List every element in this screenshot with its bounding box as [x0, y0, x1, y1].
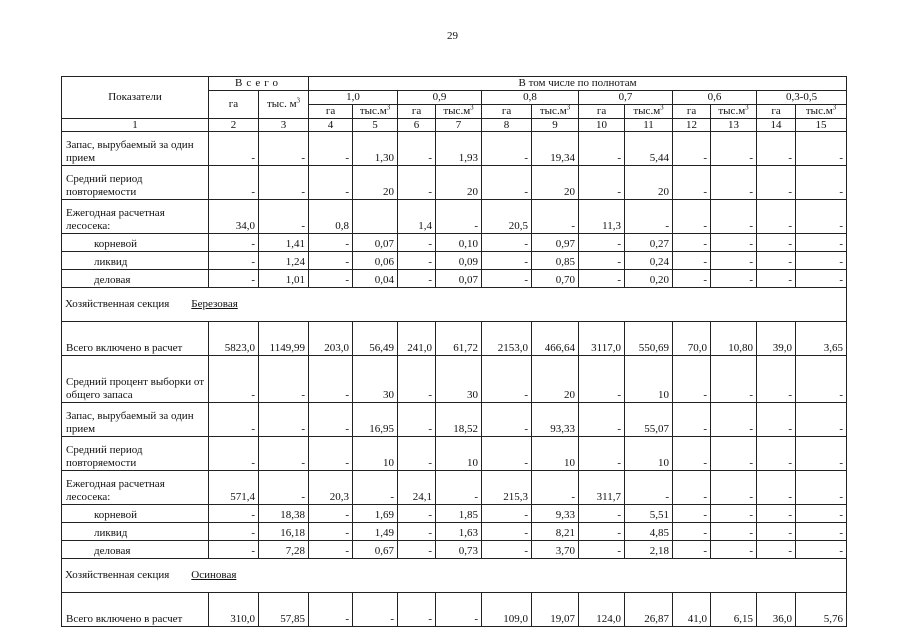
table-row — [62, 403, 847, 437]
value-cell: 1,85 — [436, 505, 482, 523]
header-unit-ha: га — [398, 105, 436, 119]
value-cell: 5823,0 — [209, 322, 259, 356]
table-row — [62, 356, 847, 403]
value-cell: 0,24 — [625, 252, 673, 270]
value-cell: 0,07 — [436, 270, 482, 288]
value-cell: 1,49 — [353, 523, 398, 541]
value-cell: 34,0 — [209, 200, 259, 234]
value-cell: 5,51 — [625, 505, 673, 523]
value-cell: - — [398, 252, 436, 270]
value-cell: 0,97 — [532, 234, 579, 252]
value-cell: 0,09 — [436, 252, 482, 270]
value-cell: - — [398, 270, 436, 288]
value-cell: - — [398, 505, 436, 523]
value-cell: - — [711, 541, 757, 559]
value-cell: 9,33 — [532, 505, 579, 523]
value-cell: 20 — [532, 166, 579, 200]
value-cell: 0,27 — [625, 234, 673, 252]
value-cell: - — [757, 166, 796, 200]
value-cell: - — [796, 505, 847, 523]
value-cell: - — [209, 437, 259, 471]
header-group-0-8: 0,8 — [482, 91, 579, 105]
value-cell: - — [482, 356, 532, 403]
value-cell: - — [482, 270, 532, 288]
value-cell: 20,3 — [309, 471, 353, 505]
value-cell: - — [711, 270, 757, 288]
value-cell: - — [673, 505, 711, 523]
row-label: Средний период повторяемости — [62, 437, 209, 471]
header-total-volume: тыс. $м^3$ — [259, 91, 309, 119]
value-cell: - — [482, 505, 532, 523]
column-number: 13 — [711, 119, 757, 132]
column-number: 8 — [482, 119, 532, 132]
value-cell: 215,3 — [482, 471, 532, 505]
value-cell: - — [757, 505, 796, 523]
value-cell: - — [209, 541, 259, 559]
column-number: 15 — [796, 119, 847, 132]
section-label: Хозяйственная секция — [65, 569, 170, 581]
section-label: Хозяйственная секция — [65, 298, 170, 310]
section-name: Березовая — [191, 298, 238, 310]
header-group-0-3-0-5: 0,3-0,5 — [757, 91, 847, 105]
value-cell: - — [209, 252, 259, 270]
value-cell: 10,80 — [711, 322, 757, 356]
column-number: 1 — [62, 119, 209, 132]
value-cell: 310,0 — [209, 593, 259, 627]
value-cell: - — [673, 437, 711, 471]
value-cell: 20 — [625, 166, 673, 200]
value-cell: 0,20 — [625, 270, 673, 288]
value-cell: - — [259, 200, 309, 234]
value-cell: 30 — [436, 356, 482, 403]
column-number: 4 — [309, 119, 353, 132]
value-cell: - — [309, 403, 353, 437]
value-cell: - — [711, 356, 757, 403]
value-cell: - — [579, 403, 625, 437]
value-cell: - — [398, 523, 436, 541]
value-cell: - — [398, 166, 436, 200]
value-cell: 5,44 — [625, 132, 673, 166]
value-cell: - — [482, 252, 532, 270]
value-cell: 2153,0 — [482, 322, 532, 356]
value-cell: - — [673, 403, 711, 437]
value-cell: - — [757, 200, 796, 234]
header-unit-ha: га — [309, 105, 353, 119]
value-cell: 16,95 — [353, 403, 398, 437]
row-label: деловая — [62, 270, 209, 288]
value-cell: 36,0 — [757, 593, 796, 627]
value-cell: - — [711, 166, 757, 200]
value-cell: - — [711, 403, 757, 437]
value-cell: - — [711, 523, 757, 541]
value-cell: 24,1 — [398, 471, 436, 505]
header-unit-ha: га — [482, 105, 532, 119]
table-row — [62, 437, 847, 471]
column-number: 9 — [532, 119, 579, 132]
value-cell: 0,07 — [353, 234, 398, 252]
value-cell: - — [259, 356, 309, 403]
value-cell: - — [711, 437, 757, 471]
row-label: Ежегодная расчетная лесосека: — [62, 471, 209, 505]
value-cell: 5,76 — [796, 593, 847, 627]
value-cell: - — [259, 132, 309, 166]
value-cell: 1,41 — [259, 234, 309, 252]
value-cell: 10 — [625, 437, 673, 471]
value-cell: 30 — [353, 356, 398, 403]
value-cell: - — [757, 252, 796, 270]
value-cell: 56,49 — [353, 322, 398, 356]
value-cell: - — [796, 252, 847, 270]
value-cell: - — [579, 270, 625, 288]
value-cell: - — [673, 270, 711, 288]
value-cell: 19,34 — [532, 132, 579, 166]
row-label: деловая — [62, 541, 209, 559]
value-cell: 1,30 — [353, 132, 398, 166]
value-cell: - — [398, 437, 436, 471]
column-number: 12 — [673, 119, 711, 132]
table-row — [62, 593, 847, 627]
value-cell: 7,28 — [259, 541, 309, 559]
section-aspen — [62, 559, 847, 593]
value-cell: - — [398, 234, 436, 252]
forest-indicators-table — [61, 76, 847, 627]
column-number: 7 — [436, 119, 482, 132]
value-cell: - — [309, 252, 353, 270]
value-cell: - — [673, 252, 711, 270]
section-name: Осиновая — [191, 569, 237, 581]
row-label: Средний период повторяемости — [62, 166, 209, 200]
value-cell: - — [309, 593, 353, 627]
header-indicators: Показатели — [62, 77, 209, 119]
value-cell: 241,0 — [398, 322, 436, 356]
row-label: Запас, вырубаемый за один прием — [62, 403, 209, 437]
value-cell: - — [673, 523, 711, 541]
value-cell: - — [673, 234, 711, 252]
value-cell: - — [259, 403, 309, 437]
value-cell: - — [579, 523, 625, 541]
value-cell: - — [711, 505, 757, 523]
value-cell: 0,10 — [436, 234, 482, 252]
value-cell: - — [579, 505, 625, 523]
value-cell: 10 — [625, 356, 673, 403]
value-cell: - — [757, 132, 796, 166]
value-cell: - — [579, 356, 625, 403]
value-cell: - — [482, 132, 532, 166]
value-cell: 4,85 — [625, 523, 673, 541]
value-cell: - — [436, 593, 482, 627]
value-cell: - — [436, 471, 482, 505]
value-cell: 6,15 — [711, 593, 757, 627]
value-cell: - — [757, 356, 796, 403]
value-cell: 1,93 — [436, 132, 482, 166]
table-row — [62, 270, 847, 288]
table-row — [62, 541, 847, 559]
header-unit-volume: $тыс.м^3$ — [625, 105, 673, 119]
value-cell: - — [579, 437, 625, 471]
value-cell: 20 — [436, 166, 482, 200]
header-unit-volume: $тыс.м^3$ — [353, 105, 398, 119]
value-cell: 0,85 — [532, 252, 579, 270]
value-cell: - — [398, 403, 436, 437]
value-cell: - — [757, 523, 796, 541]
value-cell: 10 — [436, 437, 482, 471]
column-number: 5 — [353, 119, 398, 132]
table-row — [62, 200, 847, 234]
value-cell: - — [796, 403, 847, 437]
value-cell: 20,5 — [482, 200, 532, 234]
value-cell: 0,8 — [309, 200, 353, 234]
row-label: корневой — [62, 505, 209, 523]
section-birch — [62, 288, 847, 322]
column-number: 11 — [625, 119, 673, 132]
value-cell: 2,18 — [625, 541, 673, 559]
value-cell: - — [309, 234, 353, 252]
value-cell: 0,70 — [532, 270, 579, 288]
value-cell: - — [353, 593, 398, 627]
value-cell: - — [757, 437, 796, 471]
value-cell: 0,06 — [353, 252, 398, 270]
value-cell: - — [209, 132, 259, 166]
value-cell: 0,04 — [353, 270, 398, 288]
value-cell: - — [673, 132, 711, 166]
value-cell: - — [796, 471, 847, 505]
page-number: 29 — [447, 30, 458, 42]
value-cell: - — [711, 200, 757, 234]
value-cell: - — [209, 270, 259, 288]
value-cell: - — [209, 234, 259, 252]
value-cell: - — [398, 356, 436, 403]
row-label: Запас, вырубаемый за один прием — [62, 132, 209, 166]
value-cell: 20 — [353, 166, 398, 200]
value-cell: - — [309, 437, 353, 471]
value-cell: - — [309, 523, 353, 541]
value-cell: 19,07 — [532, 593, 579, 627]
value-cell: - — [353, 471, 398, 505]
value-cell: 10 — [532, 437, 579, 471]
value-cell: - — [482, 523, 532, 541]
value-cell: - — [482, 541, 532, 559]
value-cell: - — [796, 200, 847, 234]
value-cell: 70,0 — [673, 322, 711, 356]
value-cell: - — [796, 541, 847, 559]
value-cell: - — [309, 505, 353, 523]
value-cell: - — [673, 356, 711, 403]
value-cell: - — [673, 200, 711, 234]
header-including-by-density: В том числе по полнотам — [309, 77, 847, 91]
value-cell: 16,18 — [259, 523, 309, 541]
table-row — [62, 322, 847, 356]
value-cell: - — [757, 270, 796, 288]
value-cell: 18,52 — [436, 403, 482, 437]
value-cell: - — [711, 132, 757, 166]
header-unit-volume: $тыс.м^3$ — [796, 105, 847, 119]
header-group-0-7: 0,7 — [579, 91, 673, 105]
value-cell: 1149,99 — [259, 322, 309, 356]
value-cell: - — [579, 234, 625, 252]
value-cell: - — [482, 166, 532, 200]
value-cell: - — [436, 200, 482, 234]
value-cell: 93,33 — [532, 403, 579, 437]
value-cell: 0,67 — [353, 541, 398, 559]
value-cell: - — [532, 200, 579, 234]
value-cell: - — [673, 541, 711, 559]
value-cell: - — [579, 252, 625, 270]
value-cell: - — [259, 437, 309, 471]
value-cell: 109,0 — [482, 593, 532, 627]
row-label: Всего включено в расчет — [62, 593, 209, 627]
value-cell: - — [796, 166, 847, 200]
header-unit-ha: га — [673, 105, 711, 119]
column-number: 14 — [757, 119, 796, 132]
value-cell: - — [711, 471, 757, 505]
value-cell: - — [309, 132, 353, 166]
value-cell: - — [625, 200, 673, 234]
header-unit-ha: га — [579, 105, 625, 119]
value-cell: - — [482, 403, 532, 437]
value-cell: 55,07 — [625, 403, 673, 437]
value-cell: - — [796, 356, 847, 403]
row-label: Ежегодная расчетная лесосека: — [62, 200, 209, 234]
value-cell: 8,21 — [532, 523, 579, 541]
value-cell: - — [757, 403, 796, 437]
value-cell: - — [711, 252, 757, 270]
value-cell: 3,70 — [532, 541, 579, 559]
value-cell: - — [209, 356, 259, 403]
value-cell: - — [209, 505, 259, 523]
value-cell: - — [259, 166, 309, 200]
header-group-0-9: 0,9 — [398, 91, 482, 105]
value-cell: - — [309, 166, 353, 200]
value-cell: - — [796, 437, 847, 471]
value-cell: 203,0 — [309, 322, 353, 356]
value-cell: - — [711, 234, 757, 252]
table-row — [62, 471, 847, 505]
value-cell: - — [579, 132, 625, 166]
table-row — [62, 132, 847, 166]
value-cell: - — [796, 132, 847, 166]
table-row — [62, 523, 847, 541]
value-cell: 41,0 — [673, 593, 711, 627]
value-cell: 11,3 — [579, 200, 625, 234]
value-cell: - — [579, 541, 625, 559]
header-group-0-6: 0,6 — [673, 91, 757, 105]
value-cell: - — [259, 471, 309, 505]
value-cell: - — [209, 403, 259, 437]
table-row — [62, 234, 847, 252]
header-total-ha: га — [209, 91, 259, 119]
row-label: ликвид — [62, 252, 209, 270]
value-cell: 311,7 — [579, 471, 625, 505]
value-cell — [353, 200, 398, 234]
value-cell: 61,72 — [436, 322, 482, 356]
value-cell: 1,69 — [353, 505, 398, 523]
value-cell: - — [209, 166, 259, 200]
row-label: корневой — [62, 234, 209, 252]
value-cell: 1,63 — [436, 523, 482, 541]
row-label: ликвид — [62, 523, 209, 541]
value-cell: 57,85 — [259, 593, 309, 627]
row-label: Средний процент выборки от общего запаса — [62, 356, 209, 403]
value-cell: - — [209, 523, 259, 541]
value-cell: - — [309, 541, 353, 559]
value-cell: - — [309, 356, 353, 403]
value-cell: - — [796, 523, 847, 541]
value-cell: - — [532, 471, 579, 505]
column-number: 10 — [579, 119, 625, 132]
value-cell: 466,64 — [532, 322, 579, 356]
column-number: 2 — [209, 119, 259, 132]
value-cell: 26,87 — [625, 593, 673, 627]
header-unit-ha: га — [757, 105, 796, 119]
value-cell: 10 — [353, 437, 398, 471]
header-total: Всего — [209, 77, 309, 91]
value-cell: - — [757, 541, 796, 559]
value-cell: - — [625, 471, 673, 505]
table-row — [62, 505, 847, 523]
value-cell: - — [757, 471, 796, 505]
value-cell: 124,0 — [579, 593, 625, 627]
value-cell: 550,69 — [625, 322, 673, 356]
header-group-1-0: 1,0 — [309, 91, 398, 105]
section-title — [62, 559, 847, 593]
header-unit-volume: $тыс.м^3$ — [711, 105, 757, 119]
value-cell: 18,38 — [259, 505, 309, 523]
value-cell: - — [398, 132, 436, 166]
column-number: 6 — [398, 119, 436, 132]
value-cell: - — [309, 270, 353, 288]
column-number: 3 — [259, 119, 309, 132]
value-cell: 39,0 — [757, 322, 796, 356]
section-title — [62, 288, 847, 322]
value-cell: 20 — [532, 356, 579, 403]
value-cell: - — [673, 166, 711, 200]
value-cell: - — [398, 593, 436, 627]
value-cell: - — [673, 471, 711, 505]
value-cell: 1,01 — [259, 270, 309, 288]
value-cell: 571,4 — [209, 471, 259, 505]
value-cell: - — [398, 541, 436, 559]
header-unit-volume: $тыс.м^3$ — [436, 105, 482, 119]
value-cell: - — [796, 270, 847, 288]
row-label: Всего включено в расчет — [62, 322, 209, 356]
value-cell: 1,4 — [398, 200, 436, 234]
value-cell: - — [757, 234, 796, 252]
value-cell: 1,24 — [259, 252, 309, 270]
table-row — [62, 252, 847, 270]
value-cell: 0,73 — [436, 541, 482, 559]
value-cell: 3,65 — [796, 322, 847, 356]
value-cell: - — [482, 437, 532, 471]
value-cell: - — [482, 234, 532, 252]
value-cell: - — [796, 234, 847, 252]
value-cell: - — [579, 166, 625, 200]
value-cell: 3117,0 — [579, 322, 625, 356]
header-unit-volume: $тыс.м^3$ — [532, 105, 579, 119]
table-row — [62, 166, 847, 200]
